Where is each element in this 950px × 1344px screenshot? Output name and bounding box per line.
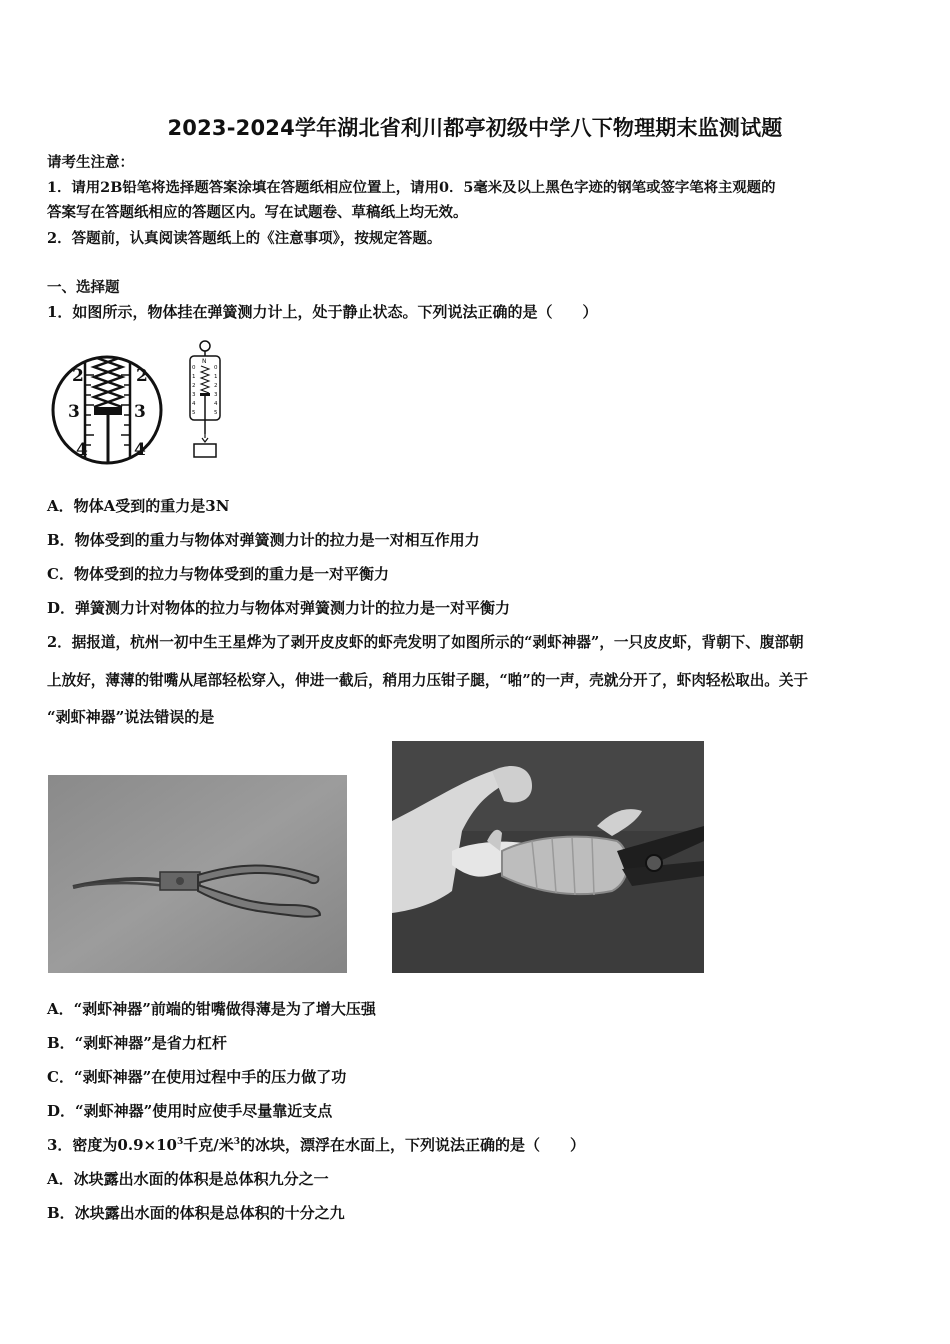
question-2-stem-line-2: 上放好，薄薄的钳嘴从尾部轻松穿入，伸进一截后，稍用力压钳子腿，“啪”的一声，壳就分开了，虾肉轻松取出。关于 — [47, 672, 809, 689]
question-3-stem-part-b: 千克/米 — [183, 1136, 234, 1154]
question-3-stem-part-c: 的冰块，漂浮在水面上，下列说法正确的是（ ） — [240, 1136, 586, 1154]
question-2-stem-line-3: “剥虾神器”说法错误的是 — [47, 708, 215, 726]
question-1-option-d: D．弹簧测力计对物体的拉力与物体对弹簧测力计的拉力是一对平衡力 — [47, 599, 511, 617]
meter-tick-4-right: 4 — [214, 401, 218, 407]
notice-line-1a: 1．请用2B铅笔将选择题答案涂填在答题纸相应位置上，请用0．5毫米及以上黑色字迹的钢笔或签字笔将主观题的 — [47, 179, 776, 196]
meter-tick-0-right: 0 — [214, 365, 218, 371]
question-2-option-c: C．“剥虾神器”在使用过程中手的压力做了功 — [47, 1068, 347, 1086]
meter-tick-2: 2 — [192, 383, 196, 389]
section-heading: 一、选择题 — [47, 279, 120, 296]
shrimp-peeling-photo — [392, 741, 704, 973]
scale-magnified-figure — [50, 355, 165, 465]
question-1-option-b: B．物体受到的重力与物体对弹簧测力计的拉力是一对相互作用力 — [47, 531, 480, 549]
scale-number-left-3: 3 — [68, 402, 80, 422]
question-2-option-b: B．“剥虾神器”是省力杠杆 — [47, 1034, 227, 1052]
question-3-exponent-1: 3 — [176, 1137, 184, 1147]
question-1-option-c: C．物体受到的拉力与物体受到的重力是一对平衡力 — [47, 565, 389, 583]
question-1-stem: 1．如图所示，物体挂在弹簧测力计上，处于静止状态。下列说法正确的是（ ） — [47, 303, 598, 321]
meter-tick-5: 5 — [192, 410, 196, 416]
question-3-option-a: A．冰块露出水面的体积是总体积九分之一 — [47, 1170, 329, 1188]
question-3-option-b: B．冰块露出水面的体积是总体积的十分之九 — [47, 1204, 345, 1222]
scale-number-left-2: 2 — [72, 366, 84, 386]
notice-line-1b: 答案写在答题纸相应的答题区内。写在试题卷、草稿纸上均无效。 — [47, 204, 468, 221]
meter-tick-0: 0 — [192, 365, 196, 371]
scale-number-right-3: 3 — [134, 402, 146, 422]
question-3-stem — [47, 1134, 585, 1155]
question-2-option-a: A．“剥虾神器”前端的钳嘴做得薄是为了增大压强 — [47, 1000, 376, 1018]
question-2-option-d: D．“剥虾神器”使用时应使手尽量靠近支点 — [47, 1102, 333, 1120]
meter-tick-3: 3 — [192, 392, 196, 398]
scale-number-right-4: 4 — [134, 440, 146, 460]
meter-tick-3-right: 3 — [214, 392, 218, 398]
meter-tick-5-right: 5 — [214, 410, 218, 416]
meter-tick-4: 4 — [192, 401, 196, 407]
question-2-stem-line-1: 2．据报道，杭州一初中生王星烨为了剥开皮皮虾的虾壳发明了如图所示的“剥虾神器”，一只皮皮虾，背朝下、腹部朝 — [47, 634, 804, 651]
notice-line-2: 2．答题前，认真阅读答题纸上的《注意事项》，按规定答题。 — [47, 230, 442, 247]
notice-heading: 请考生注意： — [47, 154, 134, 171]
meter-tick-1: 1 — [192, 374, 196, 380]
question-1-option-a: A．物体A受到的重力是3N — [47, 497, 230, 515]
spring-scale-figure — [183, 338, 227, 462]
meter-tick-2-right: 2 — [214, 383, 218, 389]
scale-number-right-2: 2 — [136, 366, 148, 386]
question-3-stem-part-a: 3．密度为0.9×10 — [47, 1136, 177, 1154]
meter-unit-label: N — [202, 358, 207, 365]
meter-tick-1-right: 1 — [214, 374, 218, 380]
question-3-exponent-2: 3 — [233, 1137, 240, 1147]
scale-number-left-4: 4 — [76, 440, 88, 460]
page-title: 2023-2024学年湖北省利川都亭初级中学八下物理期末监测试题 — [167, 116, 783, 140]
shrimp-peeler-photo — [48, 775, 347, 973]
